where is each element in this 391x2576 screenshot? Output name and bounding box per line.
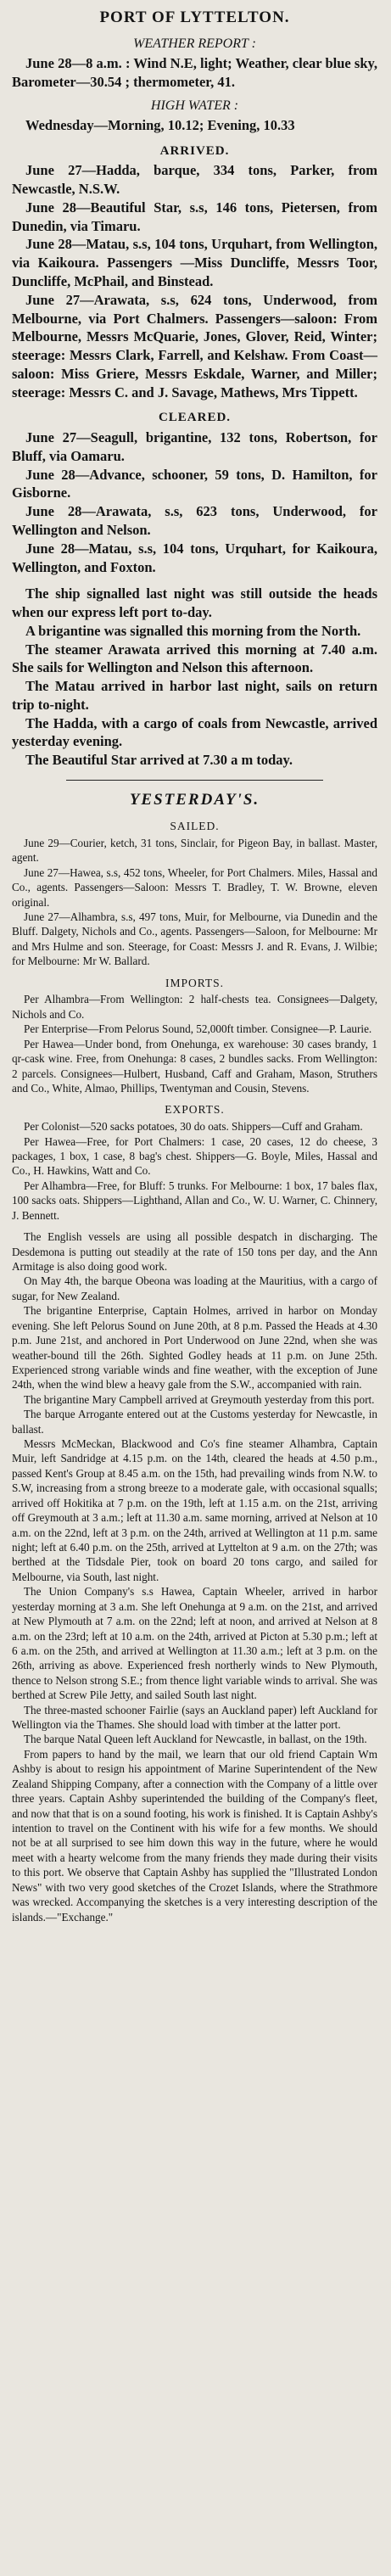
cleared-item: June 28—Advance, schooner, 59 tons, D. Hamilton, for Gisborne.: [12, 466, 377, 501]
import-item: Per Enterprise—From Pelorus Sound, 52,000ft timber. Consignee—P. Laurie.: [24, 1022, 372, 1036]
notice-paragraph: The Beautiful Star arrived at 7.30 a m today.: [25, 752, 293, 769]
news-paragraph: The brigantine Mary Campbell arrived at Greymouth yesterday from this port.: [24, 1392, 375, 1406]
sailed-item: June 27—Hawea, s.s, 452 tons, Wheeler, for Port Chalmers. Miles, Hassal and Co., agents. Passengers—Saloon: Messrs T. Bradley, T. W. Browne, eleven original.: [12, 865, 377, 909]
export-item: Per Alhambra—Free, for Bluff: 5 trunks. For Melbourne: 1 box, 17 bales flax, 100 sacks oats. Shippers—Lighthand, Allan and Co., W. U. Warner, C. Chinnery, J. Bennett.: [12, 1179, 377, 1222]
weather-report-text: June 28—8 a.m. : Wind N.E, light; Weather, clear blue sky, Barometer—30.54 ; thermometer, 41.: [12, 55, 377, 90]
cleared-item: June 27—Seagull, brigantine, 132 tons, Robertson, for Bluff, via Oamaru.: [12, 429, 377, 464]
arrived-item: June 28—Matau, s.s, 104 tons, Urquhart, from Wellington, via Kaikoura. Passengers —Miss Duncliffe, Messrs Toor, Duncliffe, McPhail, and Binstead.: [12, 236, 377, 289]
high-water-text: Wednesday—Morning, 10.12; Evening, 10.33: [25, 116, 295, 133]
news-paragraph: The three-masted schooner Fairlie (says an Auckland paper) left Auckland for Wellington via the Thames. She should load with timber at the latter port.: [12, 1703, 377, 1732]
high-water-heading: HIGH WATER :: [150, 98, 239, 113]
import-item: Per Hawea—Under bond, from Onehunga, ex warehouse: 30 cases brandy, 1 qr-cask wine. Free, from Onehunga: 8 cases, 2 bundles sacks. From Wellington: 2 parcels. Consignees—Hulbert, Husband, Caff and Graham, Mason, Struthers and Co., White, Almao, Phillips, Twentyman and Cousin, Stevens.: [12, 1037, 377, 1095]
news-paragraph: The English vessels are using all possible despatch in discharging. The Desdemona is putting out steadily at the rate of 150 tons per day, and the Ann Armitage is also doing good work.: [12, 1230, 377, 1273]
notice-paragraph: The steamer Arawata arrived this morning at 7.40 a.m. She sails for Wellington and Nelson this afternoon.: [12, 641, 377, 676]
cleared-item: June 28—Arawata, s.s, 623 tons, Underwood, for Wellington and Nelson.: [12, 503, 377, 538]
sailed-item: June 29—Courier, ketch, 31 tons, Sinclair, for Pigeon Bay, in ballast. Master, agent.: [12, 836, 377, 865]
port-heading: PORT OF LYTTELTON.: [99, 8, 290, 26]
arrived-item: June 27—Hadda, barque, 334 tons, Parker, from Newcastle, N.S.W.: [12, 162, 377, 198]
export-item: Per Hawea—Free, for Port Chalmers: 1 case, 20 cases, 12 do cheese, 3 packages, 1 box, 1 case, 8 bag's chest. Shippers—G. Boyle, Miles, Hassal and Co., H. Hawkins, Watt and Co.: [12, 1134, 377, 1178]
news-paragraph: From papers to hand by the mail, we learn that our old friend Captain Wm Ashby is about to resign his appointment of Marine Superintendent of the New Zealand Shipping Company, after a connection with the Company of a little over three years. Captain Ashby superintended the building of the Company's fleet, and now that that is on a sound footing, his work is finished. It is Captain Ashby's intention to travel on the Continent with his wife for a few months. We should not be at all surprised to see him down this way in the future, where he would meet with a hearty welcome from the many friends they made during their visits to this port. We observe that Captain Ashby has supplied the "Illustrated London News" with two very good sketches of the Crozet Islands, where the Strathmore was wrecked. Accompanying the sketches is a very interesting description of the islands.—"Exchange.": [12, 1747, 377, 1924]
cleared-heading: CLEARED.: [158, 411, 232, 425]
notice-paragraph: The ship signalled last night was still outside the heads when our express left port to-day.: [12, 585, 377, 621]
arrived-item: June 28—Beautiful Star, s.s, 146 tons, Pietersen, from Dunedin, via Timaru.: [12, 199, 377, 234]
news-paragraph: The brigantine Enterprise, Captain Holmes, arrived in harbor on Monday evening. She left Pelorus Sound on June 20th, at 8 p.m. Passed the Heads at 4.30 p.m. June 21st, and anchored in Port Underwood on June 22nd, when she was weather-bound till the 26th. Sighted Godley heads at 11 p.m. on June 25th. Experienced strong variable winds and fine weather, with the exception of June 24th, when the wind blew a heavy gale from the S.W., accompanied with rain.: [12, 1304, 377, 1392]
arrived-heading: ARRIVED.: [159, 143, 230, 158]
news-paragraph: The barque Arrogante entered out at the Customs yesterday for Newcastle, in ballast.: [12, 1408, 377, 1436]
sailed-item: June 27—Alhambra, s.s, 497 tons, Muir, for Melbourne, via Dunedin and the Bluff. Dalgety, Nichols and Co., agents. Passengers—Saloon, for Melbourne: Mr and Mrs Hulme and son. Steerage, for Coast: Messrs J. and R. Evans, J. Wilbie; for Melbourne: Mr W. Ballard.: [12, 910, 377, 968]
notice-paragraph: The Hadda, with a cargo of coals from Newcastle, arrived yesterday evening.: [12, 714, 377, 750]
weather-report-heading: WEATHER REPORT :: [133, 36, 256, 52]
yesterday-heading: YESTERDAY'S.: [129, 790, 260, 809]
news-paragraph: The barque Natal Queen left Auckland for Newcastle, in ballast, on the 19th.: [24, 1733, 367, 1746]
news-paragraph: On May 4th, the barque Obeona was loading at the Mauritius, with a cargo of sugar, for New Zealand.: [12, 1274, 377, 1302]
arrived-item: June 27—Arawata, s.s, 624 tons, Underwood, from Melbourne, via Port Chalmers. Passengers—saloon: From Melbourne, Messrs McQuarie, Jones, Glover, Reid, Winter; steerage: Messrs Clark, Farrell, and Kelshaw. From Coast—saloon: Miss Griere, Messrs Eskdale, Warner, and Miller; steerage: Messrs C. and J. Savage, Mathews, Mrs Tippett.: [12, 291, 377, 400]
exports-heading: EXPORTS.: [165, 1103, 225, 1117]
sailed-heading: SAILED.: [170, 820, 220, 832]
notice-paragraph: The Matau arrived in harbor last night, sails on return trip to-night.: [12, 678, 377, 713]
notice-paragraph: A brigantine was signalled this morning from the North.: [25, 622, 361, 639]
imports-heading: IMPORTS.: [165, 976, 225, 989]
news-paragraph: Messrs McMeckan, Blackwood and Co's fine steamer Alhambra, Captain Muir, left Sandridge at 4.15 p.m. on the 14th, cleared the heads at 4.50 p.m., passed Kent's Group at 8.45 a.m. on the 15th, had prevailing winds from N.W. to S.W, increasing from a strong breeze to a moderate gale, with occasional squalls; arrived off Hokitika at 7 p.m. on the 19th, left at 1.15 a.m. on the 21st, arriving off Greymouth at 3 a.m.; left at 11.30 a.m. same morning, arrived at Nelson at 10 a.m. on the 22nd, left at 3 p.m. on the 24th, arrived at Wellington at 11 p.m. same night; left at 6.40 p.m. on the 25th, arrived at Lyttelton at 9 a.m. on the 27th; was berthed at the Tidsdale Pier, took on board 20 tons cargo, and sailed for Melbourne, via South, last night.: [12, 1437, 377, 1583]
cleared-item: June 28—Matau, s.s, 104 tons, Urquhart, for Kaikoura, Wellington, and Foxton.: [12, 540, 377, 575]
section-divider: [66, 780, 323, 781]
import-item: Per Alhambra—From Wellington: 2 half-chests tea. Consignees—Dalgety, Nichols and Co.: [12, 993, 377, 1021]
news-paragraph: The Union Company's s.s Hawea, Captain Wheeler, arrived in harbor yesterday morning at 3 a.m. She left Onehunga at 9 a.m. on the 21st, and arrived at New Plymouth at 7 a.m. on the 22nd; left at noon, and arrived at Nelson at 8 a.m. on the 23rd; left at 10 a.m. on the 24th, arrived at Picton at 5.30 p.m.; left at 6 a.m. on the 25th, and arrived at Wellington at 11.30 a.m.; left at 3 p.m. on the 26th, arriving as above. Experienced fresh northerly winds to New Plymouth, thence to Nelson strong S.E.; from thence light variable winds to arrival. She was berthed at Screw Pile Jetty, and sailed South last night.: [12, 1585, 377, 1702]
export-item: Per Colonist—520 sacks potatoes, 30 do oats. Shippers—Cuff and Graham.: [24, 1120, 363, 1134]
